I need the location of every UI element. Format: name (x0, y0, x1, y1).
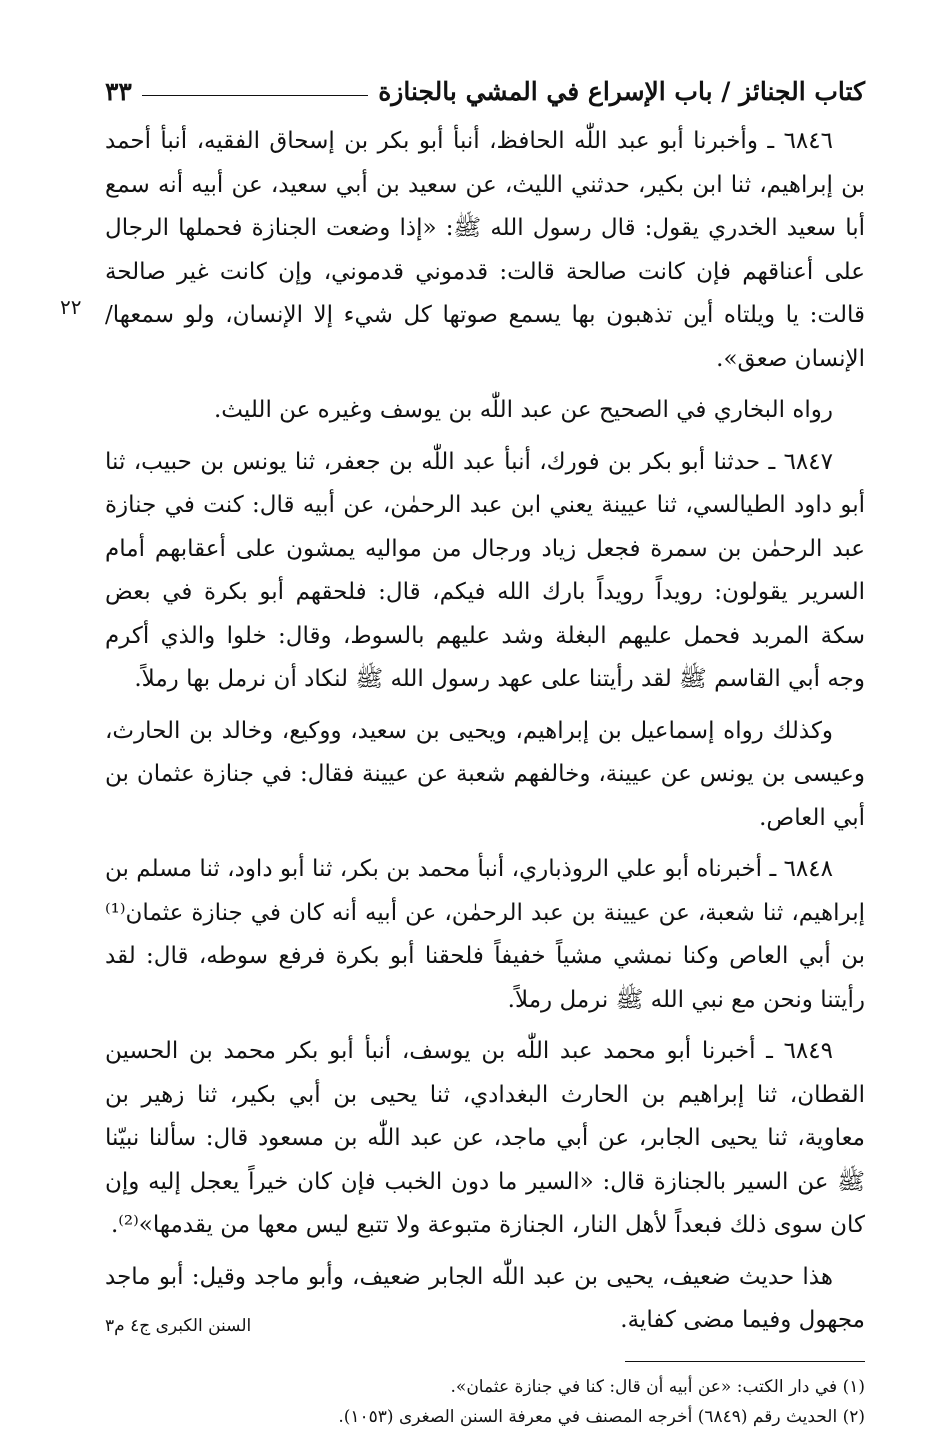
volume-signature: السنن الكبرى ج٤ م٣ (105, 1316, 252, 1336)
hadith-6848: ٦٨٤٨ ـ أخبرناه أبو علي الروذباري، أنبأ محمد بن بكر، ثنا أبو داود، ثنا مسلم بن إبراهيم، ثنا شعبة، عن عيينة بن عبد الرحمٰن، عن أبيه أنه كان في جنازة عثمان⁽¹⁾ بن أبي العاص وكنا نمشي مشياً خفيفاً فلحقنا أبو بكرة فرفع سوطه، قال: لقد رأيتنا ونحن مع نبي الله ﷺ نرمل رملاً. (105, 856, 865, 1013)
body-text (105, 120, 865, 1343)
footnote-separator (625, 1361, 865, 1362)
page-number: ٣٣ (105, 77, 132, 106)
commentary-weak: هذا حديث ضعيف، يحيى بن عبد اللّٰه الجابر ضعيف، وأبو ماجد وقيل: أبو ماجد مجهول وفيما مضى كفاية. (105, 1263, 865, 1333)
hadith-6846: ٦٨٤٦ ـ وأخبرنا أبو عبد اللّٰه الحافظ، أنبأ أبو بكر بن إسحاق الفقيه، أنبأ أحمد بن إبراهيم، ثنا ابن بكير، حدثني الليث، عن سعيد بن أبي سعيد، عن أبيه أنه سمع أبا سعيد الخدري يقول: قال رسول الله ﷺ: «إذا وضعت الجنازة فحملها الرجال على أعناقهم فإن كانت صالحة قالت: قدموني قدموني، وإن كانت غير صالحة قالت: يا ويلتاه أين تذهبون بها يسمع صوتها كل شيء إلا الإنسان، ولو سمعها/ الإنسان صعق». (105, 128, 865, 372)
footnote-1: (١) في دار الكتب: «عن أبيه أن قال: كنا في جنازة عثمان». (450, 1376, 865, 1397)
running-header (105, 62, 865, 106)
header-title: كتاب الجنائز / باب الإسراع في المشي بالجنازة (378, 77, 865, 106)
commentary-bukhari: رواه البخاري في الصحيح عن عبد اللّٰه بن يوسف وغيره عن الليث. (213, 397, 833, 423)
hadith-6849: ٦٨٤٩ ـ أخبرنا أبو محمد عبد اللّٰه بن يوسف، أنبأ أبو بكر محمد بن الحسين القطان، ثنا إبراهيم بن الحارث البغدادي، ثنا يحيى بن أبي بكير، ثنا زهير بن معاوية، ثنا يحيى الجابر، عن أبي ماجد، عن عبد اللّٰه بن مسعود قال: سألنا نبيّنا ﷺ عن السير بالجنازة قال: «السير ما دون الخبب فإن كان خيراً يعجل إليه وإن كان سوى ذلك فبعداً لأهل النار، الجنازة متبوعة ولا تتبع ليس معها من يقدمها»⁽²⁾. (105, 1038, 865, 1238)
margin-page-reference: ٢٢ (60, 295, 82, 319)
hadith-6847: ٦٨٤٧ ـ حدثنا أبو بكر بن فورك، أنبأ عبد اللّٰه بن جعفر، ثنا يونس بن حبيب، ثنا أبو داود الطيالسي، ثنا عيينة يعني ابن عبد الرحمٰن، عن أبيه قال: كنت في جنازة عبد الرحمٰن بن سمرة فجعل زياد ورجال من مواليه يمشون على أعقابهم أمام السرير يقولون: رويداً رويداً بارك الله فيكم، قال: فلحقهم أبو بكرة في بعض سكة المربد فحمل عليهم البغلة وشد عليهم بالسوط، وقال: خلوا والذي أكرم وجه أبي القاسم ﷺ لقد رأيتنا على عهد رسول الله ﷺ لنكاد أن نرمل بها رملاً. (105, 448, 865, 692)
commentary-isnad: وكذلك رواه إسماعيل بن إبراهيم، ويحيى بن سعيد، ووكيع، وخالد بن الحارث، وعيسى بن يونس عن عيينة، وخالفهم شعبة عن عيينة فقال: في جنازة عثمان بن أبي العاص. (105, 717, 865, 831)
footnote-2: (٢) الحديث رقم (٦٨٤٩) أخرجه المصنف في معرفة السنن الصغرى (١٠٥٣). (338, 1406, 865, 1427)
page-content (105, 62, 865, 1432)
header-rule (142, 95, 368, 96)
footnotes (105, 1372, 865, 1432)
